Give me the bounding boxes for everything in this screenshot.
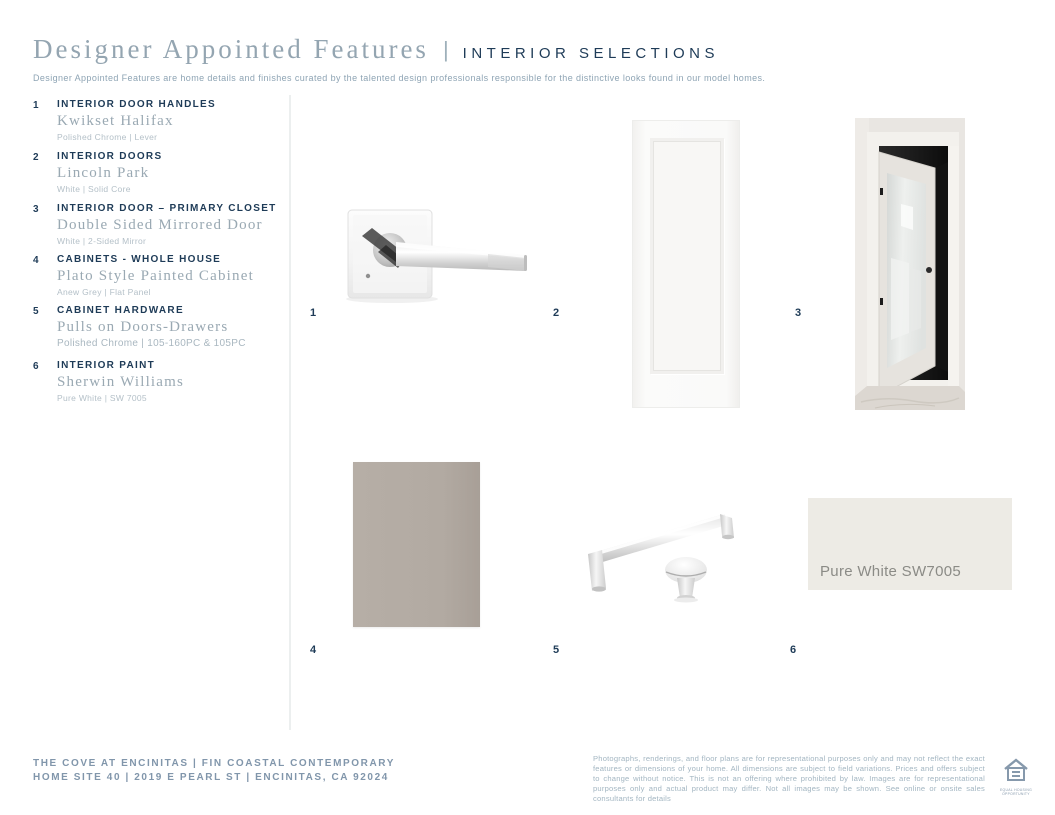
item-category: CABINET HARDWARE <box>57 305 184 316</box>
item-category: INTERIOR DOORS <box>57 151 163 162</box>
equal-housing-icon <box>1001 757 1031 783</box>
item-number: 4 <box>33 255 39 266</box>
selection-item-2 <box>33 151 283 194</box>
page-description: Designer Appointed Features are home details and finishes curated by the talented design professionals responsible for the distinctive looks found in our model homes. <box>33 73 766 83</box>
door-handle-image <box>338 200 538 305</box>
selection-item-3 <box>33 203 283 246</box>
door-handle-photo <box>338 200 538 305</box>
paint-color-swatch <box>808 498 1012 590</box>
footer-disclaimer: Photographs, renderings, and floor plans are for representational purposes only and may not reflect the exact features or dimensions of your home. All dimensions are subject to field variations. Prices and offers subject to change without notice. This is not an offering where prohibited by law. Images are for representational purposes only and actual product may differ. Not all images may be shown. See online or onsite sales consultants for details <box>593 754 985 803</box>
item-category: INTERIOR DOOR HANDLES <box>57 99 216 110</box>
title-separator: | <box>442 37 449 62</box>
item-number: 1 <box>33 100 39 111</box>
item-number: 3 <box>33 204 39 215</box>
footer-line-1: THE COVE AT ENCINITAS | FIN COASTAL CONTEMPORARY <box>33 758 396 769</box>
door-panel <box>650 138 724 374</box>
gallery-label-3: 3 <box>795 307 802 319</box>
item-detail: White | Solid Core <box>57 184 131 194</box>
selection-item-5 <box>33 305 283 349</box>
page-title: Designer Appointed Features <box>33 34 429 64</box>
gallery-label-5: 5 <box>553 644 560 656</box>
interior-door-image <box>632 120 740 408</box>
item-name: Plato Style Painted Cabinet <box>57 268 254 284</box>
item-detail: Pure White | SW 7005 <box>57 393 147 403</box>
equal-housing-logo <box>999 757 1033 796</box>
cabinet-pulls-photo <box>578 492 746 607</box>
paint-swatch-label: Pure White SW7005 <box>820 563 961 580</box>
cabinet-pulls-image <box>578 492 746 607</box>
item-name: Pulls on Doors-Drawers <box>57 319 229 335</box>
item-name: Sherwin Williams <box>57 374 185 390</box>
item-number: 2 <box>33 152 39 163</box>
eho-caption-line-1: EQUAL HOUSING <box>999 788 1033 792</box>
item-name: Lincoln Park <box>57 165 150 181</box>
selection-item-1 <box>33 99 283 142</box>
item-name: Double Sided Mirrored Door <box>57 217 263 233</box>
footer-community-info <box>33 757 395 785</box>
footer-line-2: HOME SITE 40 | 2019 E PEARL ST | ENCINITAS, CA 92024 <box>33 772 389 783</box>
selection-item-4 <box>33 254 283 297</box>
item-category: CABINETS - WHOLE HOUSE <box>57 254 222 265</box>
item-detail: Anew Grey | Flat Panel <box>57 287 151 297</box>
page-subtitle: INTERIOR SELECTIONS <box>462 45 720 62</box>
item-name: Kwikset Halifax <box>57 113 174 129</box>
item-detail: Polished Chrome | Lever <box>57 132 158 142</box>
gallery-label-2: 2 <box>553 307 560 319</box>
gallery-label-1: 1 <box>310 307 317 319</box>
item-number: 6 <box>33 361 39 372</box>
mirrored-door-image <box>855 118 965 410</box>
mirrored-door-photo <box>855 118 965 410</box>
gallery-label-4: 4 <box>310 644 317 656</box>
eho-caption-line-2: OPPORTUNITY <box>1002 792 1030 796</box>
vertical-divider <box>289 95 291 730</box>
item-detail: White | 2-Sided Mirror <box>57 236 147 246</box>
selection-item-6 <box>33 360 283 403</box>
cabinet-color-swatch <box>353 462 480 627</box>
item-detail: Polished Chrome | 105-160PC & 105PC <box>57 338 246 349</box>
gallery-label-6: 6 <box>790 644 797 656</box>
item-category: INTERIOR PAINT <box>57 360 156 371</box>
item-category: INTERIOR DOOR – PRIMARY CLOSET <box>57 203 277 214</box>
page-header <box>33 34 1023 83</box>
item-number: 5 <box>33 306 39 317</box>
